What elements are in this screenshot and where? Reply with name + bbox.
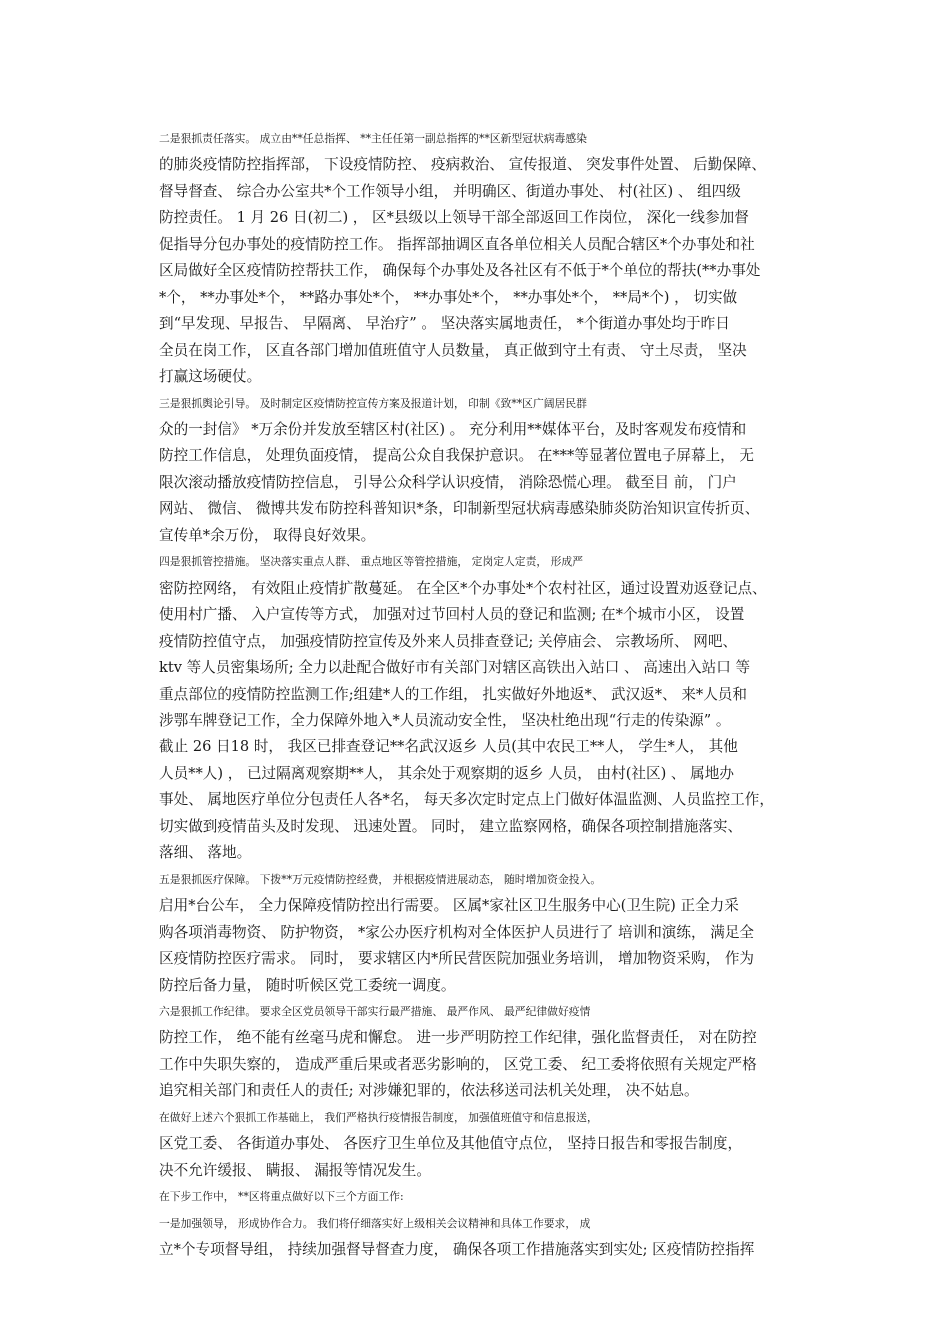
text-line: 督导督查、 综合办公室共*个工作领导小组， 并明确区、街道办事处、 村(社区) 、 组四级 bbox=[159, 182, 741, 200]
text-line: 防控工作信息， 处理负面疫情， 提高公众自我保护意识。 在***等显著位置电子屏幕上， 无 bbox=[159, 447, 755, 465]
text-line: ktv 等人员密集场所; 全力以赴配合做好市有关部门对辖区高铁出入站口 、 高速出入站口 等 bbox=[159, 659, 751, 677]
text-line: 切实做到疫情苗头及时发现、 迅速处置。 同时， 建立监察网格，确保各项控制措施落实、 bbox=[159, 817, 743, 835]
text-line: 三是狠抓舆论引导。 及时制定区疫情防控宣传方案及报道计划， 印制《致**区广阔居民群 bbox=[159, 396, 587, 410]
text-line: 决不允许缓报、 瞒报、 漏报等情况发生。 bbox=[159, 1161, 431, 1179]
text-line: 立*个专项督导组， 持续加强督导督查力度， 确保各项工作措施落实到实处; 区疫情防控指挥 bbox=[159, 1241, 755, 1259]
text-line: 追究相关部门和责任人的责任; 对涉嫌犯罪的，依法移送司法机关处理， 决不姑息。 bbox=[159, 1082, 699, 1100]
paragraph bbox=[144, 999, 820, 1105]
text-line: 区局做好全区疫情防控帮扶工作， 确保每个办事处及各社区有不低于*个单位的帮扶(**办事处 bbox=[159, 262, 761, 280]
text-line: 众的一封信》 *万余份并发放至辖区村(社区) 。 充分利用**媒体平台，及时客观发布疫情和 bbox=[159, 420, 747, 438]
text-line: *个， **办事处*个， **路办事处*个， **办事处*个， **办事处*个， **局*个) ， 切实做 bbox=[159, 288, 738, 306]
text-line: 疫情防控值守点， 加强疫情防控宣传及外来人员排查登记; 关停庙会、 宗教场所、 网吧、 bbox=[159, 632, 738, 650]
text-line: 到“早发现、早报告、 早隔离、 早治疗” 。 坚决落实属地责任， *个街道办事处均于昨日 bbox=[159, 315, 730, 333]
text-line: 工作中失职失察的， 造成严重后果或者恶劣影响的， 区党工委、 纪工委将依照有关规定严格 bbox=[159, 1055, 757, 1073]
text-line: 防控责任。 1 月 26 日(初二) ， 区*县级以上领导干部全部返回工作岗位， 深化一线参加督 bbox=[159, 209, 749, 227]
text-line: 五是狠抓医疗保障。 下拨**万元疫情防控经费， 并根据疫情进展动态， 随时增加资金投入。 bbox=[159, 872, 602, 886]
text-line: 宣传单*余万份， 取得良好效果。 bbox=[159, 526, 376, 544]
paragraph bbox=[144, 391, 820, 550]
text-line: 网站、 微信、 微博共发布防控科普知识*条，印制新型冠状病毒感染肺炎防治知识宣传折页、 bbox=[159, 500, 760, 518]
paragraph bbox=[144, 1184, 820, 1210]
text-line: 购各项消毒物资、 防护物资， *家公办医疗机构对全体医护人员进行了 培训和演练， 满足全 bbox=[159, 923, 755, 941]
text-line: 人员**人) ， 已过隔离观察期**人， 其余处于观察期的返乡 人员， 由村(社区) 、 属地办 bbox=[159, 764, 734, 782]
text-line: 事处、 属地医疗单位分包责任人各*名， 每天多次定时定点上门做好体温监测、人员监控工作， bbox=[159, 791, 774, 809]
text-line: 在下步工作中， **区将重点做好以下三个方面工作: bbox=[159, 1190, 404, 1204]
paragraph bbox=[144, 1211, 820, 1264]
text-line: 促指导分包办事处的疫情防控工作。 指挥部抽调区直各单位相关人员配合辖区*个办事处和社 bbox=[159, 235, 755, 253]
text-line: 全员在岗工作， 区直各部门增加值班值守人员数量， 真正做到守土有责、 守土尽责， 坚决 bbox=[159, 341, 747, 359]
text-line: 落细、 落地。 bbox=[159, 844, 252, 862]
text-line: 四是狠抓管控措施。 坚决落实重点人群、 重点地区等管控措施， 定岗定人定责， 形成严 bbox=[159, 555, 584, 569]
text-line: 区党工委、 各街道办事处、 各医疗卫生单位及其他值守点位， 坚持日报告和零报告制度， bbox=[159, 1135, 743, 1153]
text-line: 限次滚动播放疫情防控信息， 引导公众科学认识疫情， 消除恐慌心理。 截至目 前， 门户 bbox=[159, 473, 737, 491]
text-line: 防控工作， 绝不能有丝毫马虎和懈怠。 进一步严明防控工作纪律，强化监督责任， 对在防控 bbox=[159, 1029, 757, 1047]
text-line: 密防控网络， 有效阻止疫情扩散蔓延。 在全区*个办事处*个农村社区，通过设置劝返登记点、 bbox=[159, 579, 767, 597]
paragraph bbox=[144, 549, 820, 866]
text-line: 防控后备力量， 随时听候区党工委统一调度。 bbox=[159, 976, 456, 994]
text-line: 使用村广播、 入户宣传等方式， 加强对过节回村人员的登记和监测; 在*个城市小区， 设置 bbox=[159, 606, 745, 624]
document-body bbox=[144, 126, 820, 1263]
text-line: 六是狠抓工作纪律。 要求全区党员领导干部实行最严措施、 最严作风、 最严纪律做好疫情 bbox=[159, 1004, 591, 1018]
text-line: 在做好上述六个狠抓工作基础上， 我们严格执行疫情报告制度， 加强值班值守和信息报送， bbox=[159, 1110, 598, 1124]
paragraph bbox=[144, 126, 820, 391]
paragraph bbox=[144, 1105, 820, 1184]
text-line: 截止 26 日18 时， 我区已排查登记**名武汉返乡 人员(其中农民工**人， 学生*人， 其他 bbox=[159, 738, 738, 756]
text-line: 重点部位的疫情防控监测工作;组建*人的工作组， 扎实做好外地返*、 武汉返*、 来*人员和 bbox=[159, 685, 747, 703]
text-line: 的肺炎疫情防控指挥部， 下设疫情防控、 疫病救治、 宣传报道、 突发事件处置、 后勤保障、 bbox=[159, 156, 766, 174]
paragraph bbox=[144, 867, 820, 999]
text-line: 启用*台公车， 全力保障疫情防控出行需要。 区属*家社区卫生服务中心(卫生院) 正全力采 bbox=[159, 897, 739, 915]
text-line: 打赢这场硬仗。 bbox=[159, 368, 262, 386]
text-line: 区疫情防控医疗需求。 同时， 要求辖区内*所民营医院加强业务培训， 增加物资采购， 作为 bbox=[159, 950, 755, 968]
text-line: 涉鄂车牌登记工作，全力保障外地入*人员流动安全性， 坚决杜绝出现“行走的传染源” 。 bbox=[159, 711, 731, 729]
text-line: 一是加强领导， 形成协作合力。 我们将仔细落实好上级相关会议精神和具体工作要求， 成 bbox=[159, 1216, 591, 1230]
text-line: 二是狠抓责任落实。 成立由**任总指挥、 **主任任第一副总指挥的**区新型冠状病毒感染 bbox=[159, 132, 587, 145]
